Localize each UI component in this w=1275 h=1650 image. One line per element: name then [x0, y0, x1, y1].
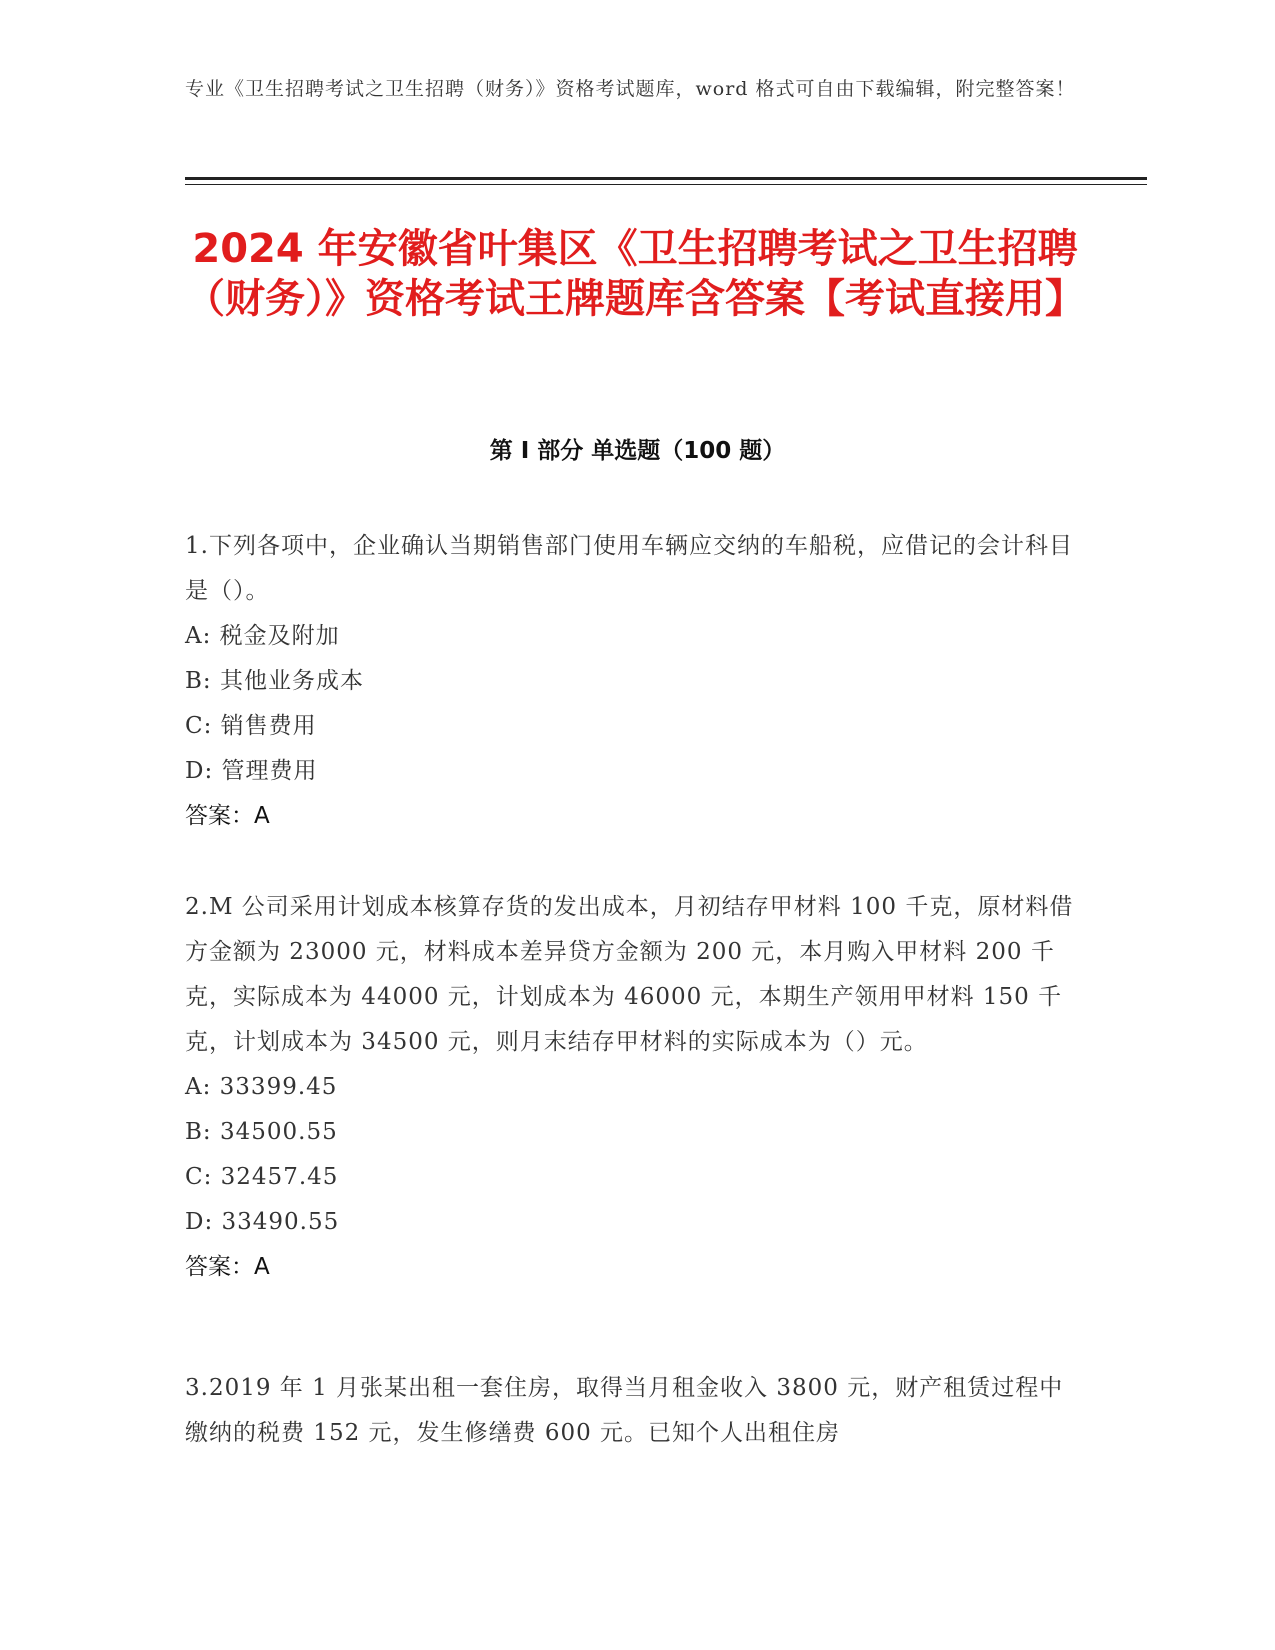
- answer: 答案：A: [185, 803, 270, 829]
- option-a: A: 33399.45: [185, 1074, 338, 1100]
- option-c: C: 32457.45: [185, 1164, 339, 1190]
- question-stem: 1.下列各项中，企业确认当期销售部门使用车辆应交纳的车船税，应借记的会计科目是（）。: [185, 533, 1073, 604]
- option-d: D: 33490.55: [185, 1209, 340, 1235]
- document-title: 2024 年安徽省叶集区《卫生招聘考试之卫生招聘（财务）》资格考试王牌题库含答案【考试直接用】: [185, 226, 1085, 322]
- question-2: [185, 885, 1085, 1290]
- option-a: A: 税金及附加: [185, 623, 340, 649]
- question-stem: 2.M 公司采用计划成本核算存货的发出成本，月初结存甲材料 100 千克，原材料借方金额为 23000 元，材料成本差异贷方金额为 200 元，本月购入甲材料 200 千克，实际成本为 44000 元，计划成本为 46000 元，本期生产领用甲材料 150 千克，计划成本为 34500 元，则月末结存甲材料的实际成本为（）元。: [185, 894, 1074, 1055]
- question-1: [185, 524, 1085, 839]
- answer: 答案：A: [185, 1254, 270, 1280]
- header-note: 专业《卫生招聘考试之卫生招聘（财务）》资格考试题库，word 格式可自由下载编辑，附完整答案！: [185, 78, 1076, 100]
- option-b: B: 其他业务成本: [185, 668, 364, 694]
- section-title: 第 I 部分 单选题（100 题）: [489, 438, 786, 464]
- header-divider-thin: [185, 184, 1147, 185]
- option-d: D: 管理费用: [185, 758, 318, 784]
- option-c: C: 销售费用: [185, 713, 317, 739]
- option-b: B: 34500.55: [185, 1119, 338, 1145]
- question-3: [185, 1366, 1085, 1456]
- header-divider-thick: [185, 177, 1147, 180]
- question-stem: 3.2019 年 1 月张某出租一套住房，取得当月租金收入 3800 元，财产租赁过程中缴纳的税费 152 元，发生修缮费 600 元。已知个人出租住房: [185, 1375, 1064, 1446]
